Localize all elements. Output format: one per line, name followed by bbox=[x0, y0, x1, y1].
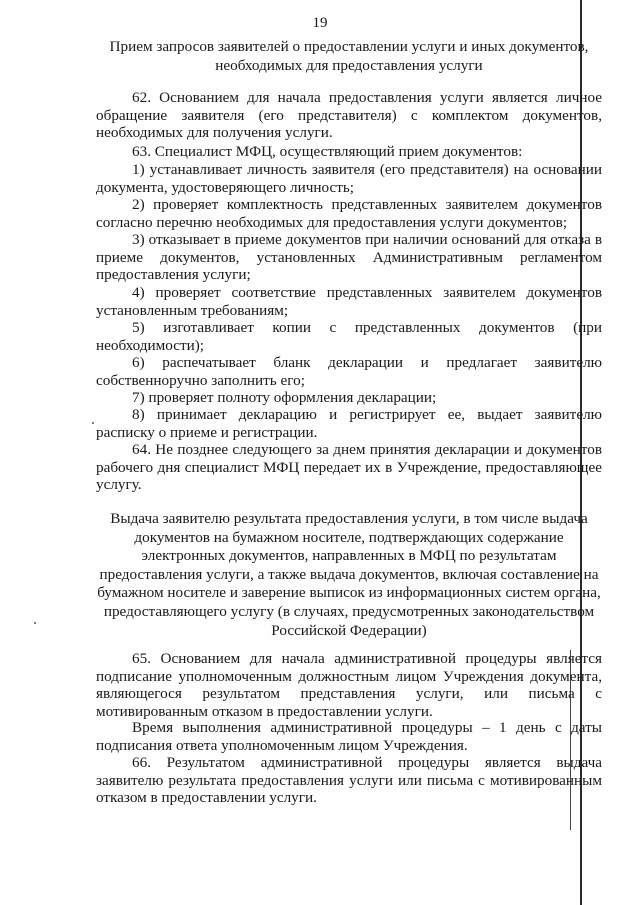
list-item: 8) принимает декларацию и регистрирует ее, выдает заявителю расписку о приеме и регистрации. bbox=[96, 406, 602, 441]
list-item: 5) изготавливает копии с представленных документов (при необходимости); bbox=[96, 319, 602, 354]
page-number: 19 bbox=[312, 15, 328, 31]
paragraph-65: 65. Основанием для начала административной процедуры является подписание уполномоченным должностным лицом Учреждения документа, являющегося результатом представления услуги, или письма с мотивированным отказом в предоставлении услуги. bbox=[96, 650, 602, 720]
paragraph-62: 62. Основанием для начала предоставления услуги является личное обращение заявителя (его представителя) с комплектом документов, необходимых для получения услуги. bbox=[96, 89, 602, 141]
scan-speck bbox=[92, 422, 94, 424]
list-item: 2) проверяет комплектность представленных заявителем документов согласно перечню необходимых для предоставления услуги документов; bbox=[96, 196, 602, 231]
section-heading-issuance: Выдача заявителю результата предоставления услуги, в том числе выдача документов на бумажном носителе, подтверждающих содержание электронных документов, направленных в МФЦ по результатам предоставления услуги, а также выдача документов, включая составление на бумажном носителе и заверение выписок из информационных систем органа, предоставляющего услугу (в случаях, предусмотренных законодательством Российской Федерации) bbox=[97, 510, 601, 639]
section-heading-requests: Прием запросов заявителей о предоставлении услуги и иных документов, необходимых для предоставления услуги bbox=[109, 38, 589, 74]
list-item: 1) устанавливает личность заявителя (его представителя) на основании документа, удостоверяющего личность; bbox=[96, 161, 602, 196]
paragraph-execution-time: Время выполнения административной процедуры – 1 день с даты подписания ответа уполномоченным лицом Учреждения. bbox=[96, 719, 602, 754]
paragraph-66: 66. Результатом административной процедуры является выдача заявителю результата предоставления услуги или письма с мотивированным отказом в предоставлении услуги. bbox=[96, 754, 602, 806]
paragraph-64: 64. Не позднее следующего за днем принятия декларации и документов рабочего дня специалист МФЦ передает их в Учреждение, предоставляющее услугу. bbox=[96, 441, 602, 493]
list-item: 4) проверяет соответствие представленных заявителем документов установленным требованиям; bbox=[96, 284, 602, 319]
list-item: 7) проверяет полноту оформления декларации; bbox=[132, 389, 437, 406]
list-item: 3) отказывает в приеме документов при наличии оснований для отказа в приеме документов, установленных Административным регламентом предоставления услуги; bbox=[96, 231, 602, 283]
list-item: 6) распечатывает бланк декларации и предлагает заявителю собственноручно заполнить его; bbox=[96, 354, 602, 389]
scan-speck bbox=[34, 622, 36, 624]
paragraph-63: 63. Специалист МФЦ, осуществляющий прием документов: bbox=[132, 143, 523, 160]
